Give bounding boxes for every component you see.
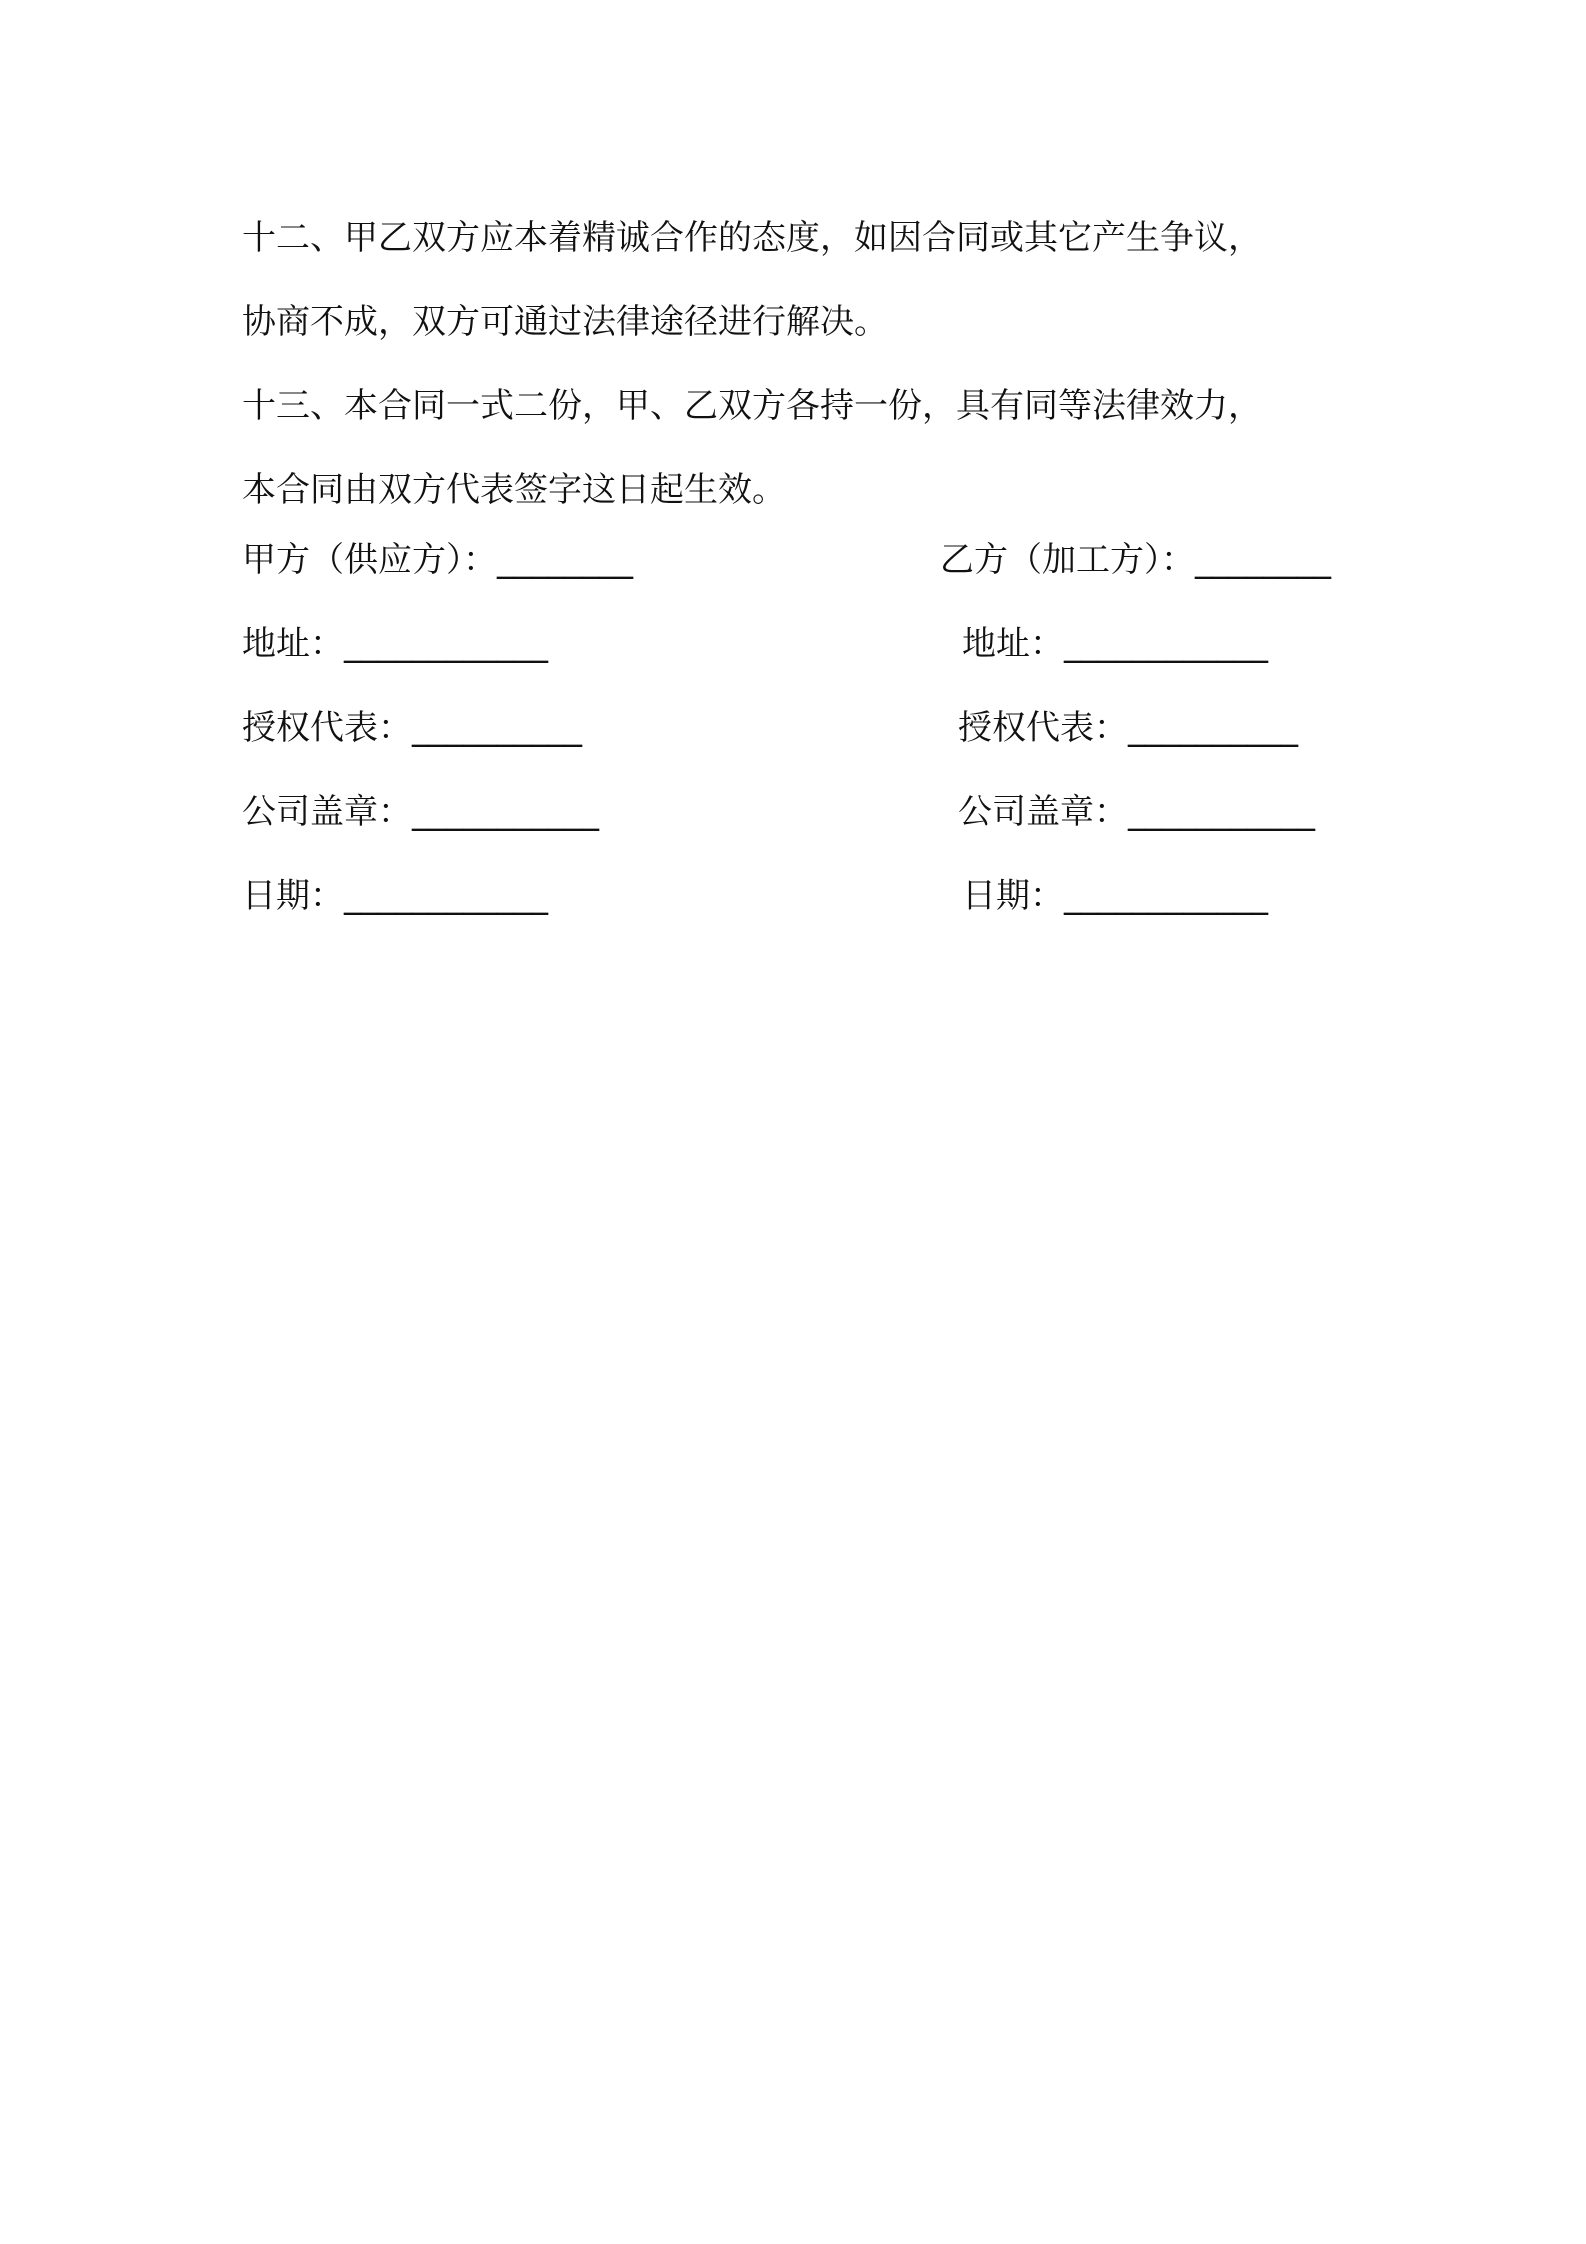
- signature-row-date: [242, 864, 1352, 948]
- party-a-representative: 授权代表：__________: [242, 708, 582, 748]
- party-b-name: 乙方（加工方）：________: [940, 540, 1331, 580]
- clause-13-line-2: 本合同由双方代表签字这日起生效。: [242, 470, 786, 510]
- clause-12-line-1: 十二、甲乙双方应本着精诚合作的态度，如因合同或其它产生争议，: [242, 218, 1262, 258]
- party-b-date: 日期：____________: [962, 876, 1268, 916]
- party-b-address: 地址：____________: [962, 624, 1268, 664]
- party-b-representative: 授权代表：__________: [958, 708, 1298, 748]
- clause-12-line-2: 协商不成，双方可通过法律途径进行解决。: [242, 302, 888, 342]
- signature-row-representative: [242, 696, 1352, 780]
- clause-13-line-1: 十三、本合同一式二份，甲、乙双方各持一份，具有同等法律效力，: [242, 386, 1262, 426]
- contract-clauses: [242, 196, 1352, 532]
- party-a-address: 地址：____________: [242, 624, 548, 664]
- party-a-seal: 公司盖章：___________: [242, 792, 599, 832]
- signature-block: [242, 528, 1352, 948]
- party-b-seal: 公司盖章：___________: [958, 792, 1315, 832]
- signature-row-party: [242, 528, 1352, 612]
- signature-row-address: [242, 612, 1352, 696]
- party-a-date: 日期：____________: [242, 876, 548, 916]
- party-a-name: 甲方（供应方）：________: [242, 540, 633, 580]
- signature-row-seal: [242, 780, 1352, 864]
